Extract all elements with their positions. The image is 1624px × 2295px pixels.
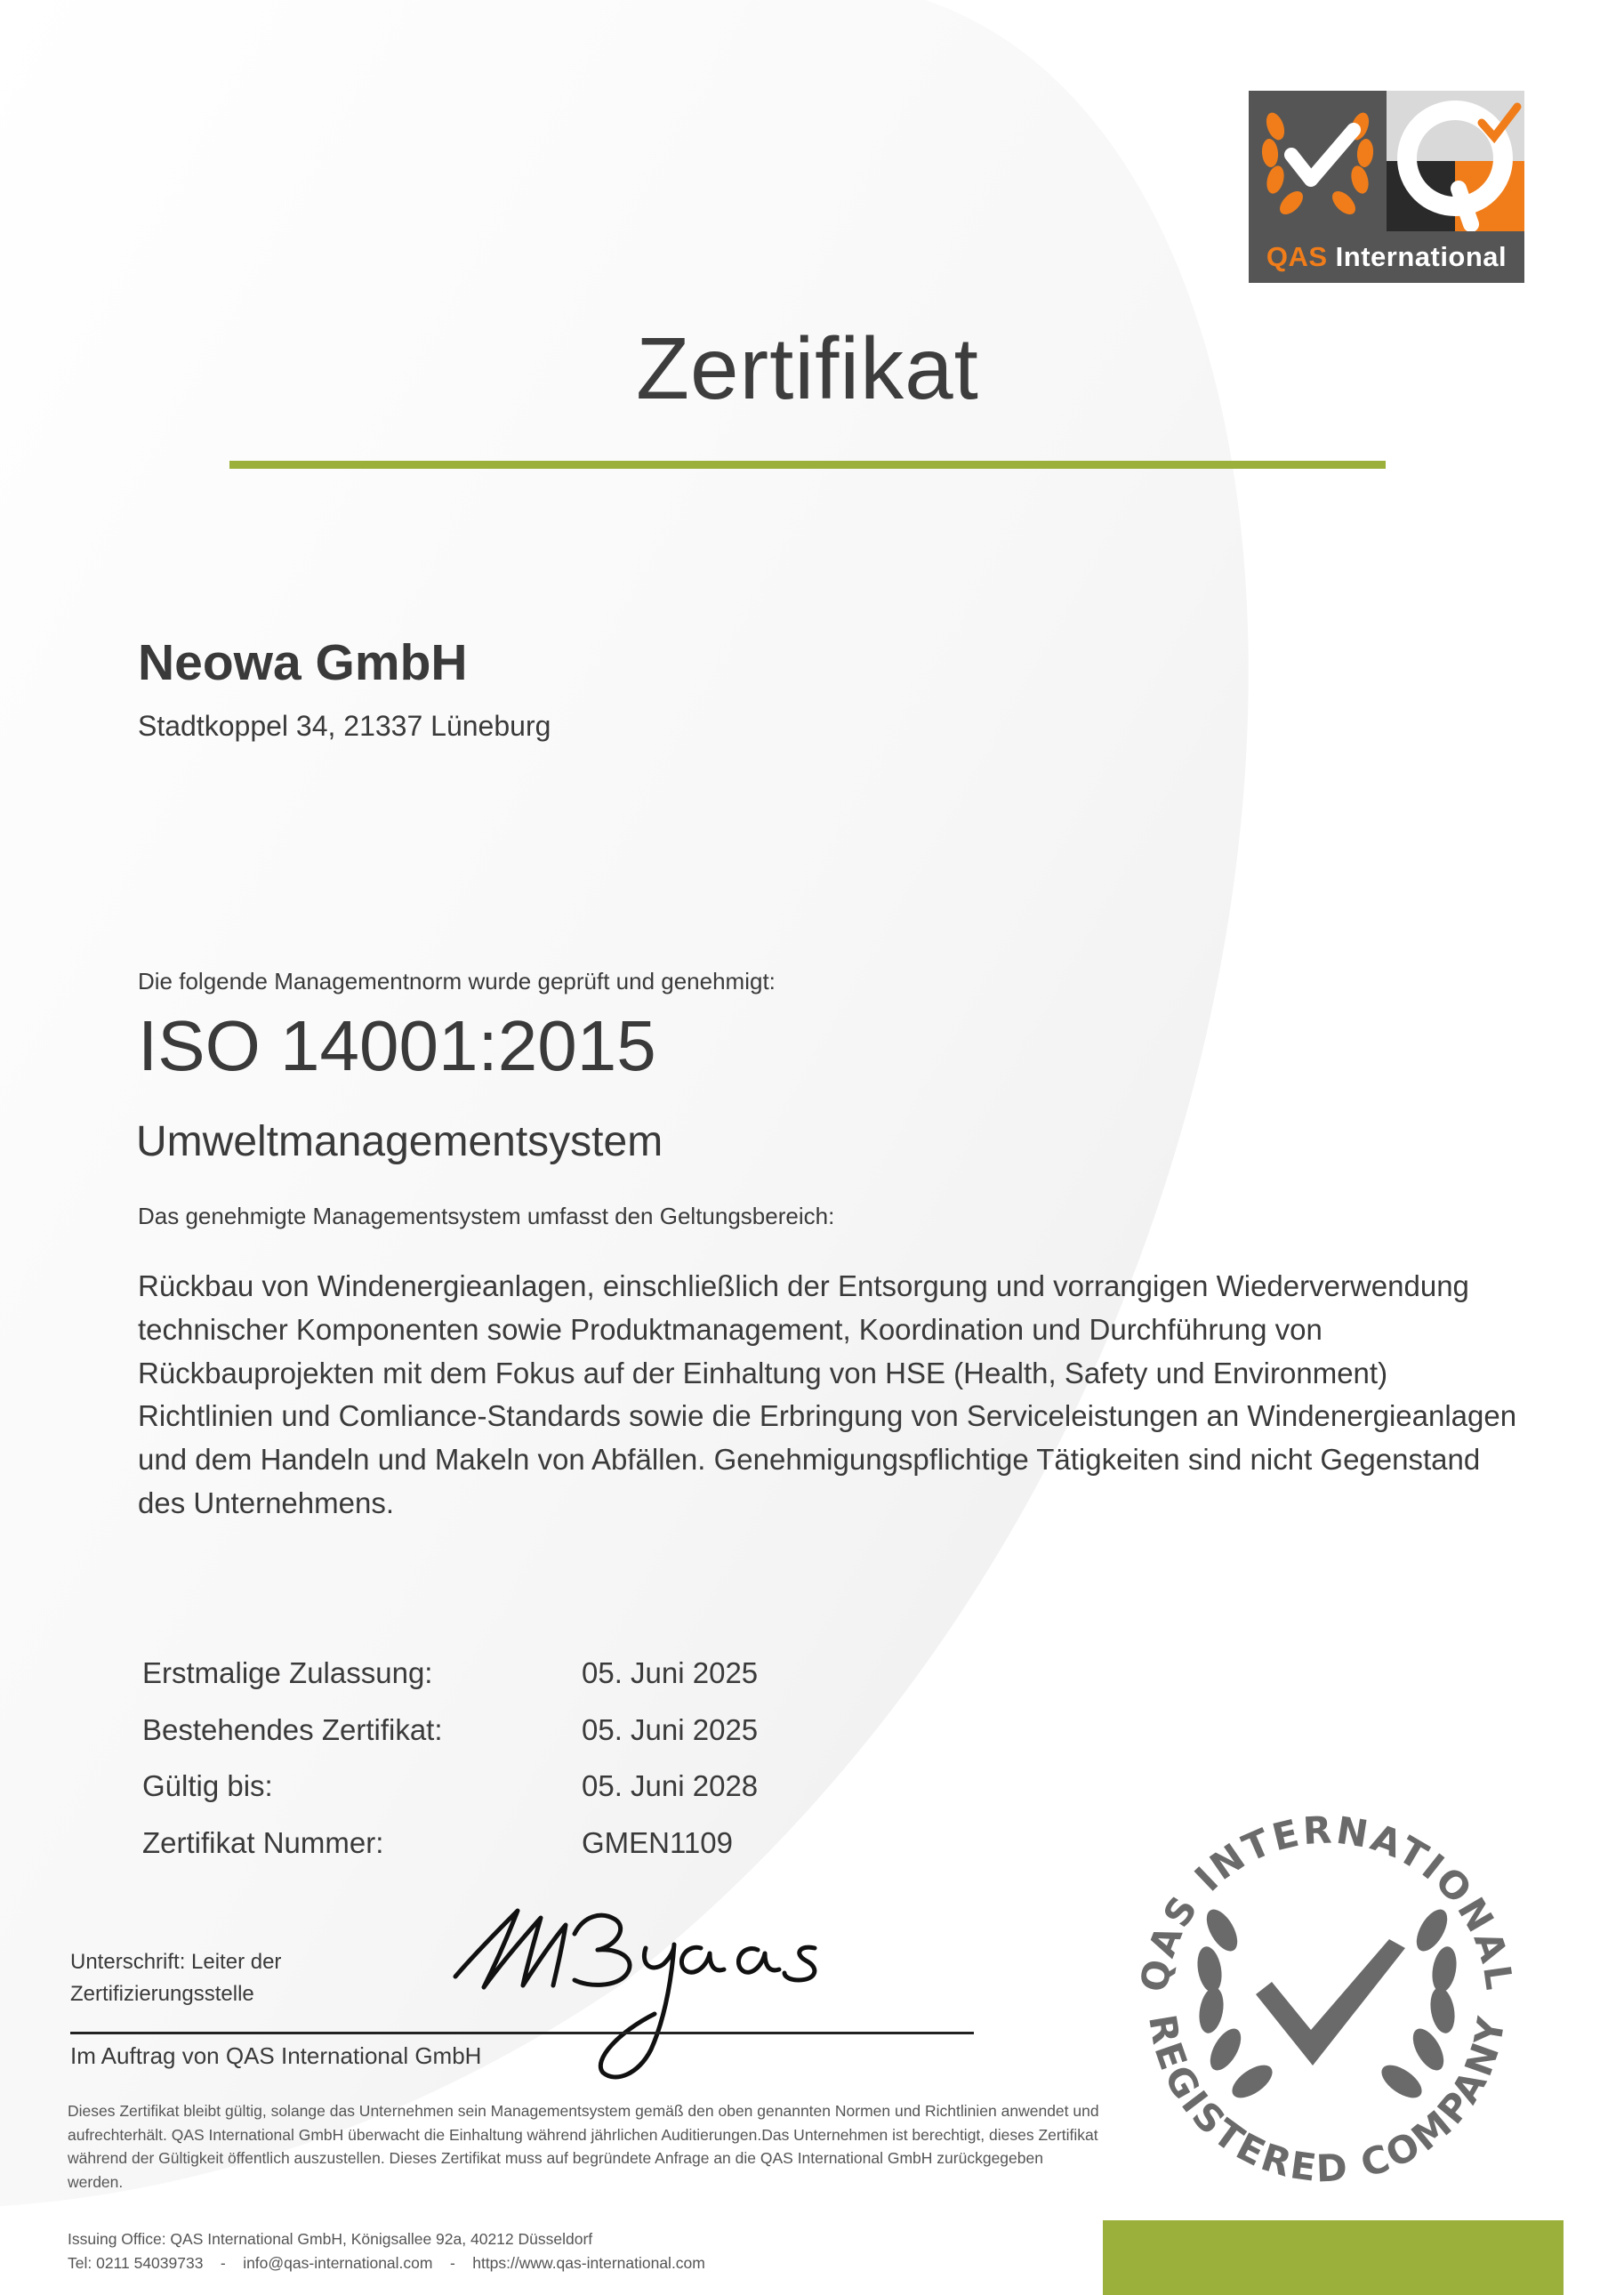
contact-separator: - xyxy=(220,2254,226,2272)
detail-label: Zertifikat Nummer: xyxy=(142,1825,384,1859)
standard-intro: Die folgende Managementnorm wurde geprüft und genehmigt: xyxy=(138,968,776,994)
signature-line xyxy=(70,2032,974,2034)
contact-website[interactable]: https://www.qas-international.com xyxy=(472,2254,705,2272)
issuing-office xyxy=(68,2227,1046,2275)
scope-text: Rückbau von Windenergieanlagen, einschließlich der Entsorgung und vorrangigen Wiederverwendung technischer Komponenten sowie Produktmanagement, Koordination und Durchführung von Rückbauprojekten mit dem Fokus auf der Einhaltung von HSE (Health, Safety und Environment) Richtlinien und Comliance-Standards sowie die Erbringung von Serviceleistungen an Windenergieanlagen und dem Handeln und Makeln von Abfällen. Genehmigungspflichtige Tätigkeiten sind nicht Gegenstand des Unternehmens. xyxy=(138,1269,1517,1519)
seal-laurel-icon xyxy=(1194,1904,1460,2105)
detail-value: 05. Juni 2028 xyxy=(582,1769,759,1802)
signature-label-line1: Unterschrift: Leiter der xyxy=(70,1950,282,1974)
seal-bottom-text: REGISTERED COMPANY xyxy=(1139,2011,1514,2191)
detail-value: 05. Juni 2025 xyxy=(582,1656,759,1689)
contact-phone: Tel: 0211 54039733 xyxy=(68,2254,204,2272)
signature-label xyxy=(70,1946,355,2010)
standard-name: Umweltmanagementsystem xyxy=(136,1118,663,1165)
qas-logo xyxy=(1249,91,1524,283)
scope-intro: Das genehmigte Managementsystem umfasst den Geltungsbereich: xyxy=(138,1203,835,1229)
on-behalf-text: Im Auftrag von QAS International GmbH xyxy=(70,2042,482,2069)
title-divider xyxy=(229,461,1386,469)
registered-company-seal xyxy=(1122,1781,1532,2199)
detail-label: Bestehendes Zertifikat: xyxy=(142,1712,443,1746)
signature-label-line2: Zertifizierungsstelle xyxy=(70,1982,254,2006)
handwritten-signature xyxy=(441,1898,939,2094)
contact-separator: - xyxy=(449,2254,455,2272)
seal-checkmark-icon xyxy=(1256,1939,1405,2066)
footer-accent-block xyxy=(1103,2220,1564,2295)
company-address: Stadtkoppel 34, 21337 Lüneburg xyxy=(138,710,551,742)
qas-logo-icon xyxy=(1249,91,1524,231)
disclaimer-text: Dieses Zertifikat bleibt gültig, solange das Unternehmen sein Managementsystem gemäß den oben genannten Normen und Richtlinien anwendet und aufrechterhält. QAS International GmbH überwacht die Einhaltung während jährlichen Auditierungen.Das Unternehmen ist berechtigt, dieses Zertifikat während der Gültigkeit öffentlich auszustellen. Dieses Zertifikat muss auf begründete Anfrage an die QAS International GmbH zurückgegeben werden. xyxy=(68,2102,1099,2191)
seal-top-text: QAS INTERNATIONAL xyxy=(1131,1808,1522,1995)
contact-line xyxy=(68,2251,1046,2275)
certificate-title: Zertifikat xyxy=(636,319,979,417)
detail-value: GMEN1109 xyxy=(582,1825,733,1859)
issuing-office-address: Issuing Office: QAS International GmbH, Königsallee 92a, 40212 Düsseldorf xyxy=(68,2230,593,2248)
logo-wordmark: QAS International xyxy=(1266,241,1507,272)
standard-code: ISO 14001:2015 xyxy=(138,1006,656,1085)
contact-email[interactable]: info@qas-international.com xyxy=(243,2254,433,2272)
detail-label: Gültig bis: xyxy=(142,1769,273,1802)
company-name: Neowa GmbH xyxy=(138,634,468,691)
detail-label: Erstmalige Zulassung: xyxy=(142,1656,433,1689)
detail-value: 05. Juni 2025 xyxy=(582,1712,759,1746)
